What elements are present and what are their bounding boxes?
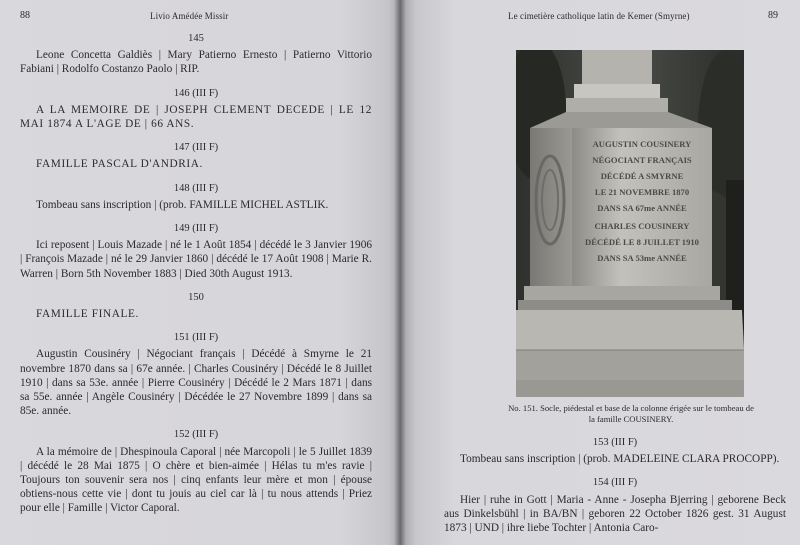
inscription-line: CHARLES COUSINERY bbox=[594, 221, 690, 231]
right-page-number: 89 bbox=[768, 10, 778, 21]
entry-text: Tombeau sans inscription | (prob. MADELEINE CLARA PROCOPP). bbox=[460, 453, 780, 466]
entry-number: 148 (III F) bbox=[173, 182, 219, 194]
left-entries bbox=[20, 32, 372, 526]
entry-number: 147 (III F) bbox=[173, 142, 219, 154]
right-page bbox=[400, 0, 800, 545]
entry-text: FAMILLE PASCAL D'ANDRIA. bbox=[36, 158, 203, 171]
entry-text: FAMILLE FINALE. bbox=[36, 308, 139, 321]
entry-text: Ici reposent | Louis Mazade | né le 1 Août 1854 | décédé le 3 Janvier 1906 | François Mazade | né le 29 Janvier 1860 | décédé le 17 Août 1908 | Marie R. Warren | Born 5th November 1883 | Died 30th August 1913. bbox=[20, 239, 372, 280]
entry-number: 146 (III F) bbox=[173, 87, 219, 99]
inscription-line: LE 21 NOVEMBRE 1870 bbox=[594, 187, 690, 197]
entry-text: A la mémoire de | Dhespinoula Caporal | née Marcopoli | le 5 Juillet 1839 | décédé le 28 Mai 1875 | O chère et bien-aimée | Hélas tu m'es ravie | Toujours ton souvenir sera nos | cinq enfants leur mère et mon | épouse obtiens-nous cette vie | dont tu jouis au ciel car là | tu nous attends | Priez pour elle | Famille | Victor Caporal. bbox=[20, 445, 372, 515]
entry-number: 153 (III F) bbox=[592, 437, 638, 448]
inscription-line: DÉCÉDÉ A SMYRNE bbox=[600, 171, 684, 181]
photo-caption: No. 151. Socle, piédestal et base de la colonne érigée sur le tombeau de la famille COUSINERY. bbox=[508, 403, 754, 424]
tomb-photograph bbox=[516, 50, 744, 397]
entry-number: 152 (III F) bbox=[173, 429, 219, 441]
inscription-line: NÉGOCIANT FRANÇAIS bbox=[592, 155, 692, 165]
entry-text: Hier | ruhe in Gott | Maria - Anne - Josepha Bjerring | geborene Beck aus Dinkelsbühl | in BA/BN | geboren 22 October 1826 gest. 31 August 1873 | UND | ihre liebe Tochter | Antonia Caro- bbox=[444, 493, 786, 535]
inscription-line: DÉCÉDÉ LE 8 JUILLET 1910 bbox=[585, 237, 699, 247]
inscription-line: DANS SA 67me ANNÉE bbox=[597, 203, 687, 213]
entry-147 bbox=[20, 141, 372, 171]
tomb-photo-illustration bbox=[516, 50, 744, 397]
entry-number: 149 (III F) bbox=[173, 223, 219, 235]
left-page-number: 88 bbox=[20, 10, 30, 21]
inscription-line: DANS SA 53me ANNÉE bbox=[597, 253, 687, 263]
entry-146 bbox=[20, 87, 372, 132]
entry-148 bbox=[20, 182, 372, 212]
entry-text: Tombeau sans inscription | (prob. FAMILLE MICHEL ASTLIK. bbox=[36, 198, 329, 211]
entry-149 bbox=[20, 222, 372, 281]
entry-145 bbox=[20, 32, 372, 77]
entry-152 bbox=[20, 428, 372, 515]
entry-number: 151 (III F) bbox=[173, 332, 219, 344]
entry-153 bbox=[444, 436, 786, 466]
book-gutter bbox=[394, 0, 406, 545]
entry-151 bbox=[20, 331, 372, 418]
entry-154 bbox=[444, 476, 786, 535]
entry-number: 145 bbox=[188, 33, 204, 44]
right-entries bbox=[444, 436, 786, 545]
entry-number: 150 bbox=[188, 291, 204, 303]
entry-number: 154 (III F) bbox=[592, 477, 638, 489]
entry-text: Leone Concetta Galdiès | Mary Patierno Ernesto | Patierno Vittorio Fabiani | Rodolfo Costanzo Paolo | RIP. bbox=[20, 49, 372, 76]
entry-text: Augustin Cousinéry | Négociant français | Décédé à Smyrne le 21 novembre 1870 dans sa | 67e année. | Charles Cousinéry | Décédé le 8 Juillet 1910 | dans sa 53e. année | Pierre Cousinéry | Décédé le 2 Mars 1871 | dans sa 55e. année | Angèle Cousinéry | Décédée le 27 Novembre 1899 | dans sa 85e. année. bbox=[20, 348, 372, 418]
entry-150 bbox=[20, 291, 372, 321]
inscription-line: AUGUSTIN COUSINERY bbox=[592, 139, 692, 149]
left-running-head: Livio Amédée Missir bbox=[150, 11, 229, 21]
right-running-head: Le cimetière catholique latin de Kemer (Smyrne) bbox=[508, 11, 690, 21]
entry-text: A LA MEMOIRE DE | JOSEPH CLEMENT DECEDE | LE 12 MAI 1874 A L'AGE DE | 66 ANS. bbox=[20, 103, 372, 131]
